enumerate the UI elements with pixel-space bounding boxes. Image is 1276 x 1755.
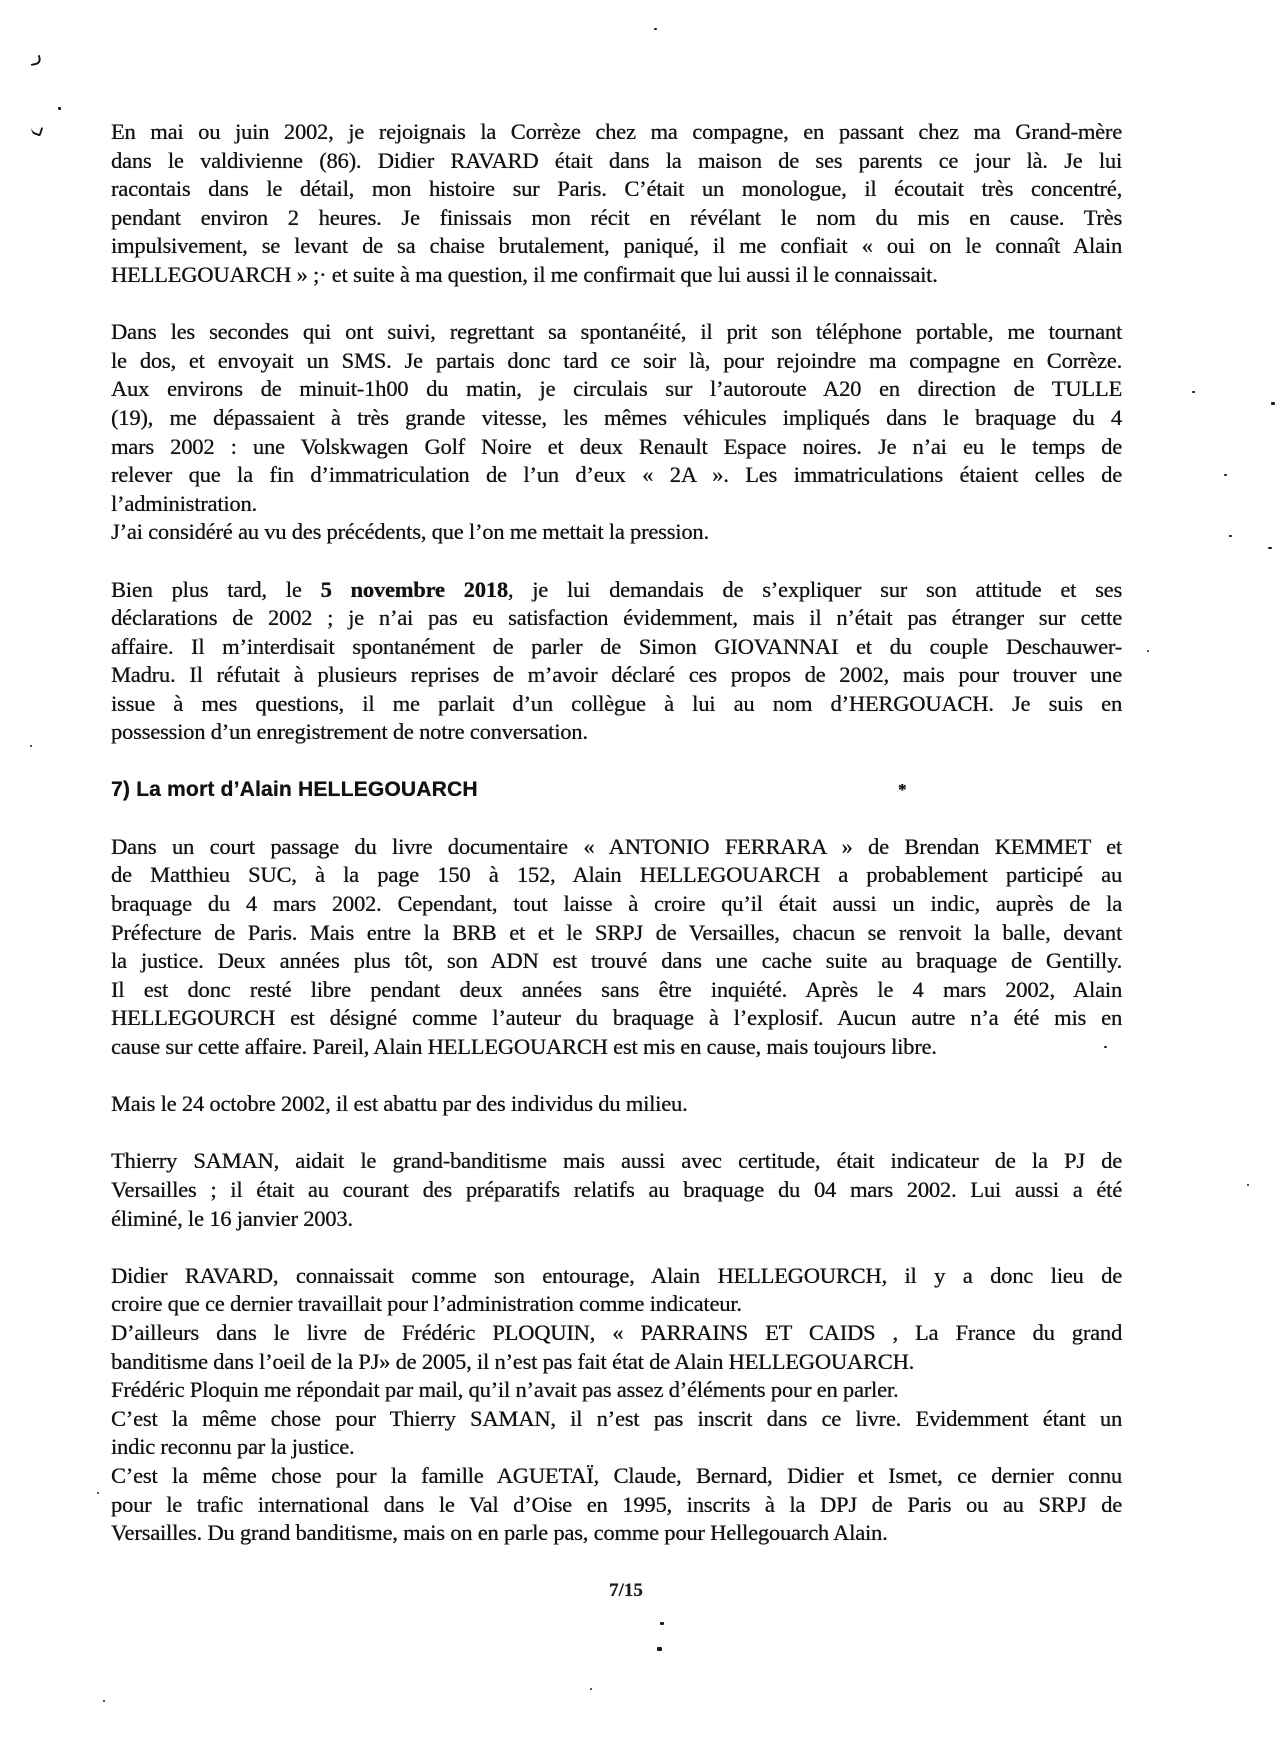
text-line: Dans les secondes qui ont suivi, regrettant sa spontanéité, il prit son téléphone portable, me tournant xyxy=(111,319,1122,345)
scan-speck xyxy=(1247,1184,1249,1186)
text-line: Frédéric Ploquin me répondait par mail, qu’il n’avait pas assez d’éléments pour en parler. xyxy=(111,1377,899,1403)
page-number: 7/15 xyxy=(609,1580,643,1601)
scan-speck xyxy=(1271,402,1275,405)
paragraph xyxy=(111,576,1122,748)
text-line: Versailles ; il était au courant des préparatifs relatifs au braquage du 04 mars 2002. Lui aussi a été xyxy=(111,1176,1122,1202)
text-line: C’est la même chose pour la famille AGUETAÏ, Claude, Bernard, Didier et Ismet, ce dernier connu xyxy=(111,1462,1122,1488)
text-line: En mai ou juin 2002, je rejoignais la Corrèze chez ma compagne, en passant chez ma Grand-mère xyxy=(111,119,1122,144)
text-line: l’administration. xyxy=(111,490,257,516)
text-line: cause sur cette affaire. Pareil, Alain HELLEGOUARCH est mis en cause, mais toujours libre. xyxy=(111,1034,937,1059)
scan-smudge xyxy=(29,55,42,66)
text-line: Didier RAVARD, connaissait comme son entourage, Alain HELLEGOURCH, il y a donc lieu de xyxy=(111,1262,1122,1288)
paragraph xyxy=(111,1147,1122,1233)
text-line: impulsivement, se levant de sa chaise brutalement, paniqué, il me confiait « oui on le connaît Alain xyxy=(111,233,1122,259)
bold-text-run: 5 novembre 2018 xyxy=(320,576,508,602)
text-line: relever que la fin d’immatriculation de l’un d’eux « 2A ». Les immatriculations étaient celles de xyxy=(111,462,1122,488)
paragraph xyxy=(111,318,1122,547)
text-line: dans le valdivienne (86). Didier RAVARD était dans la maison de ses parents ce jour là. Je lui xyxy=(111,147,1122,173)
section-heading-text: 7) La mort d’Alain HELLEGOUARCH xyxy=(111,777,478,801)
scan-speck xyxy=(1268,547,1272,549)
text-line: D’ailleurs dans le livre de Frédéric PLOQUIN, « PARRAINS ET CAIDS , La France du grand xyxy=(111,1319,1122,1345)
scan-speck xyxy=(660,1622,664,1625)
paragraph xyxy=(111,1262,1122,1548)
scan-speck xyxy=(30,745,32,747)
paragraph xyxy=(111,118,1122,290)
scan-speck xyxy=(654,28,657,30)
scan-speck xyxy=(1229,535,1232,537)
text-line: éliminé, le 16 janvier 2003. xyxy=(111,1205,353,1231)
text-line: HELLEGOUARCH » ;· et suite à ma question, il me confirmait que lui aussi il le connaissait. xyxy=(111,261,938,287)
text-line: (19), me dépassaient à très grande vitesse, les mêmes véhicules impliqués dans le braquage du 4 xyxy=(111,404,1122,430)
text-line: braquage du 4 mars 2002. Cependant, tout laisse à croire qu’il était aussi un indic, auprès de la xyxy=(111,891,1122,917)
text-line: pour le trafic international dans le Val d’Oise en 1995, inscrits à la DPJ de Paris ou au SRPJ de xyxy=(111,1491,1122,1517)
scan-speck xyxy=(657,1647,662,1651)
scan-speck xyxy=(103,1700,105,1702)
paragraph xyxy=(111,1090,1122,1119)
paragraph xyxy=(111,833,1122,1062)
text-line: croire que ce dernier travaillait pour l’administration comme indicateur. xyxy=(111,1291,742,1317)
text-line: affaire. Il m’interdisait spontanément de parler de Simon GIOVANNAI et du couple Deschauwer- xyxy=(111,633,1122,659)
text-line: Mais le 24 octobre 2002, il est abattu par des individus du milieu. xyxy=(111,1091,688,1117)
text-line: racontais dans le détail, mon histoire sur Paris. C’était un monologue, il écoutait très concentré, xyxy=(111,176,1122,202)
text-run: Bien plus tard, le xyxy=(111,576,321,602)
scan-smudge xyxy=(30,125,43,137)
text-line: Il est donc resté libre pendant deux années sans être inquiété. Après le 4 mars 2002, Alain xyxy=(111,976,1122,1002)
scan-speck xyxy=(1147,650,1149,652)
scan-speck xyxy=(97,1492,99,1494)
section-heading xyxy=(111,776,1122,805)
text-line: indic reconnu par la justice. xyxy=(111,1434,355,1460)
text-line: C’est la même chose pour Thierry SAMAN, il n’est pas inscrit dans ce livre. Evidemment étant un xyxy=(111,1405,1122,1431)
text-line xyxy=(111,576,1122,605)
text-line: Aux environs de minuit-1h00 du matin, je circulais sur l’autoroute A20 en direction de TULLE xyxy=(111,376,1122,402)
text-line: le dos, et envoyait un SMS. Je partais donc tard ce soir là, pour rejoindre ma compagne en Corrèze. xyxy=(111,347,1122,373)
text-line: HELLEGOURCH est désigné comme l’auteur du braquage à l’explosif. Aucun autre n’a été mis en xyxy=(111,1005,1122,1031)
text-line: possession d’un enregistrement de notre conversation. xyxy=(111,719,588,745)
text-line: Madru. Il réfutait à plusieurs reprises de m’avoir déclaré ces propos de 2002, mais pour trouver une xyxy=(111,662,1122,688)
text-line: de Matthieu SUC, à la page 150 à 152, Alain HELLEGOUARCH a probablement participé au xyxy=(111,862,1122,888)
scan-speck xyxy=(1224,474,1227,476)
text-line: Dans un court passage du livre documentaire « ANTONIO FERRARA » de Brendan KEMMET et xyxy=(111,833,1122,859)
text-blocks xyxy=(111,118,1122,1548)
text-line: pendant environ 2 heures. Je finissais mon récit en révélant le nom du mis en cause. Très xyxy=(111,204,1122,230)
text-line: mars 2002 : une Volskwagen Golf Noire et deux Renault Espace noires. Je n’ai eu le temps de xyxy=(111,433,1122,459)
text-line: Préfecture de Paris. Mais entre la BRB et et le SRPJ de Versailles, chacun se renvoit la balle, devant xyxy=(111,919,1122,945)
text-line: déclarations de 2002 ; je n’ai pas eu satisfaction évidemment, mais il n’était pas étranger sur cette xyxy=(111,605,1122,631)
text-line: Versailles. Du grand banditisme, mais on en parle pas, comme pour Hellegouarch Alain. xyxy=(111,1520,888,1546)
text-line: banditisme dans l’oeil de la PJ» de 2005, il n’est pas fait état de Alain HELLEGOUARCH. xyxy=(111,1348,915,1374)
scan-speck xyxy=(1192,391,1195,393)
text-line: la justice. Deux années plus tôt, son ADN est trouvé dans une cache suite au braquage de Gentilly. xyxy=(111,948,1122,974)
scan-speck xyxy=(590,1688,592,1690)
text-line: Thierry SAMAN, aidait le grand-banditisme mais aussi avec certitude, était indicateur de la PJ de xyxy=(111,1148,1122,1174)
scan-speck xyxy=(58,107,61,110)
text-column xyxy=(111,118,1122,1548)
text-run: , je lui demandais de s’expliquer sur son attitude et ses xyxy=(507,576,1123,602)
heading-side-mark: * xyxy=(898,779,907,799)
text-line: issue à mes questions, il me parlait d’un collègue à lui au nom d’HERGOUACH. Je suis en xyxy=(111,690,1122,716)
text-line: J’ai considéré au vu des précédents, que l’on me mettait la pression. xyxy=(111,519,709,545)
